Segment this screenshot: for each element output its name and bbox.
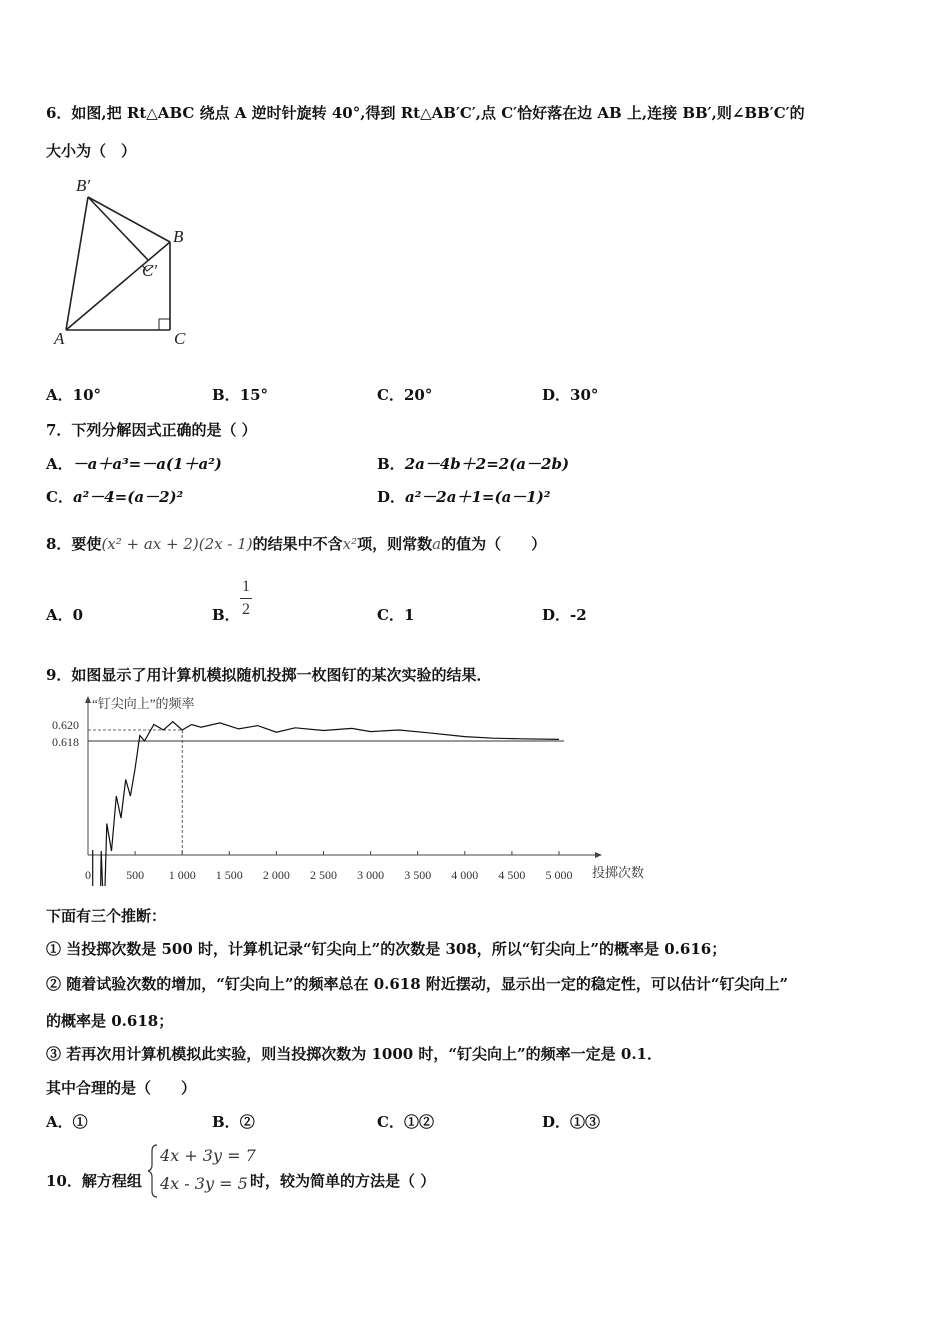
- edge-bb-prime: [88, 197, 170, 242]
- edge-b-prime-c-prime: [88, 197, 148, 260]
- x-axis-label: 投掷次数: [592, 865, 645, 880]
- x-tick-label: 0: [85, 868, 91, 882]
- q8-option-c[interactable]: C．1: [377, 606, 415, 624]
- q10-prefix: 10．解方程组: [46, 1172, 142, 1190]
- q9-stem: 9．如图显示了用计算机模拟随机投掷一枚图钉的某次实验的结果．: [46, 666, 492, 684]
- q6-option-d[interactable]: D．30°: [542, 386, 599, 404]
- label-b: B: [173, 227, 184, 246]
- x-tick-label: 3 500: [404, 868, 432, 882]
- q8-stem: 8．要使(x² + ax + 2)(2x - 1)的结果中不含x²项，则常数a的值为（ ）: [46, 535, 547, 553]
- x-tick-label: 1 000: [168, 868, 196, 882]
- x-tick-label: 2 000: [262, 868, 290, 882]
- q6-figure: [50, 172, 210, 352]
- q6-stem-line2: 大小为（ ）: [46, 142, 137, 160]
- series-line-frequency: [93, 722, 559, 886]
- q9-statement-2a: ② 随着试验次数的增加，“钉尖向上”的频率总在 0.618 附近摆动，显示出一定的稳定性，可以估计“钉尖向上”: [46, 975, 789, 993]
- q10-equation-2: 4x - 3y = 5: [160, 1174, 248, 1193]
- x-tick-label: 2 500: [310, 868, 337, 882]
- label-c-prime: C′: [142, 261, 158, 280]
- x-tick-label: 500: [126, 868, 145, 882]
- q8-var: a: [432, 535, 442, 553]
- q10-equation-1: 4x + 3y = 7: [160, 1146, 256, 1165]
- label-a: A: [54, 329, 65, 348]
- edge-ab: [66, 242, 170, 330]
- q6-option-c[interactable]: C．20°: [377, 386, 433, 404]
- chart-title: “钉尖向上”的频率: [92, 696, 195, 711]
- q8-term: x²: [342, 535, 358, 553]
- frequency-chart: [46, 690, 656, 886]
- q6-option-a[interactable]: A．10°: [46, 386, 102, 404]
- q8-expression: (x² + ax + 2)(2x - 1): [101, 535, 253, 553]
- x-tick-label: 5 000: [545, 868, 573, 882]
- q9-ask: 其中合理的是（ ）: [46, 1079, 197, 1097]
- q8-option-b[interactable]: B．: [212, 606, 240, 624]
- q9-statement-2b: 的概率是 0.618；: [46, 1012, 174, 1030]
- x-tick-label: 3 000: [357, 868, 385, 882]
- label-b-prime: B′: [76, 176, 91, 195]
- x-tick-label: 4 000: [451, 868, 479, 882]
- q8-option-d[interactable]: D．-2: [542, 606, 587, 624]
- q10-suffix: 时，较为简单的方法是（ ）: [250, 1172, 436, 1190]
- q7-option-c[interactable]: C．a²－4=(a－2)²: [46, 488, 184, 506]
- q7-stem: 7．下列分解因式正确的是（ ）: [46, 421, 257, 439]
- q9-intro: 下面有三个推断：: [46, 907, 167, 925]
- q9-option-c[interactable]: C．①②: [377, 1113, 434, 1131]
- y-axis-arrow: [85, 696, 91, 703]
- right-angle-c: [159, 319, 170, 330]
- q7-option-a[interactable]: A．－a＋a³=－a(1＋a²): [46, 455, 222, 473]
- x-tick-label: 4 500: [498, 868, 526, 882]
- q9-option-b[interactable]: B．②: [212, 1113, 255, 1131]
- label-c: C: [174, 329, 186, 348]
- q6-stem-line1: 6．如图,把 Rt△ABC 绕点 A 逆时针旋转 40°,得到 Rt△AB′C′,点 C′恰好落在边 AB 上,连接 BB′,则∠BB′C′的: [46, 104, 805, 122]
- y-tick-label: 0.620: [52, 718, 79, 732]
- q10-brace: [146, 1143, 160, 1199]
- q6-option-b[interactable]: B．15°: [212, 386, 269, 404]
- y-tick-label: 0.618: [52, 735, 79, 749]
- q8-option-b-fraction: 1 2: [242, 578, 250, 618]
- q8-option-a[interactable]: A．0: [46, 606, 84, 624]
- q9-option-a[interactable]: A．①: [46, 1113, 88, 1131]
- q9-statement-1: ① 当投掷次数是 500 时，计算机记录“钉尖向上”的次数是 308，所以“钉尖向上”的概率是 0.616；: [46, 940, 727, 958]
- x-axis-arrow: [595, 852, 602, 858]
- q9-option-d[interactable]: D．①③: [542, 1113, 601, 1131]
- x-tick-label: 1 500: [215, 868, 243, 882]
- q9-statement-3: ③ 若再次用计算机模拟此实验，则当投掷次数为 1000 时，“钉尖向上”的频率一定是 0.1．: [46, 1045, 662, 1063]
- edge-ab-prime: [66, 197, 88, 330]
- q7-option-b[interactable]: B．2a－4b＋2=2(a－2b): [377, 455, 570, 473]
- q7-option-d[interactable]: D．a²－2a＋1=(a－1)²: [377, 488, 551, 506]
